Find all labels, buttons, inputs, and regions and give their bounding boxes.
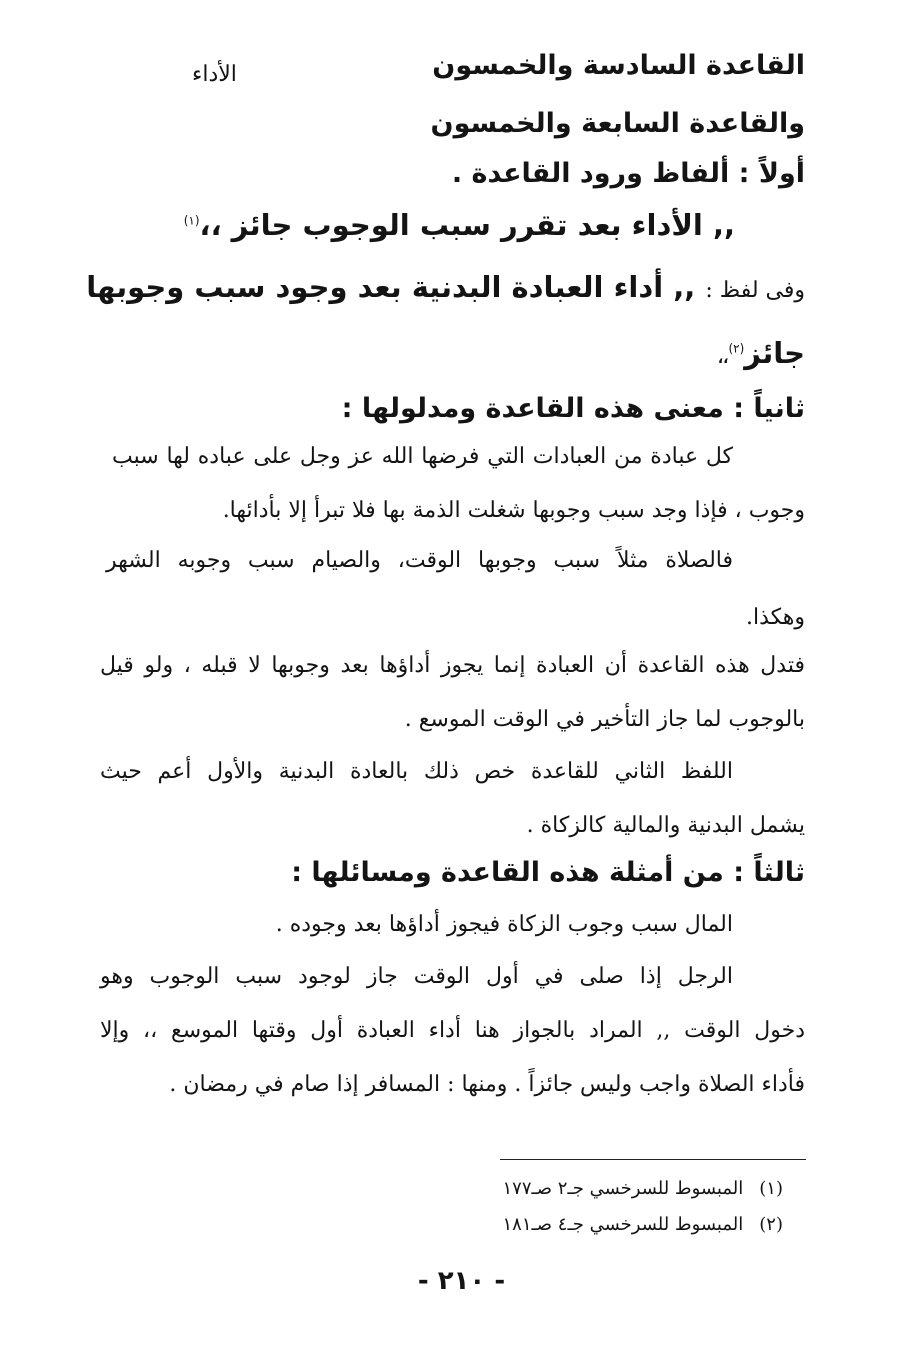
paragraph-4-line-2: يشمل البدنية والمالية كالزكاة . bbox=[526, 813, 805, 838]
closing-quote-mark: ،، bbox=[717, 351, 729, 367]
rule-statement bbox=[96, 208, 735, 242]
alt-wording-line-1 bbox=[86, 270, 805, 304]
section-2-heading: ثانياً : معنى هذه القاعدة ومدلولها : bbox=[341, 393, 805, 424]
example-1-line-1: المال سبب وجوب الزكاة فيجوز أداؤها بعد وجوده . bbox=[275, 912, 733, 937]
footnote-2-text: المبسوط للسرخسي جـ٤ صـ١٨١ bbox=[502, 1214, 744, 1235]
paragraph-1-line-2: وجوب ، فإذا وجد سبب وجوبها شغلت الذمة بها فلا تبرأ إلا بأدائها. bbox=[222, 498, 805, 523]
page-number: - ٢١٠ - bbox=[417, 1266, 506, 1296]
rule-text: ,, الأداء بعد تقرر سبب الوجوب جائز ،، bbox=[199, 208, 735, 242]
alt-wording-end-word: جائز bbox=[744, 336, 805, 370]
paragraph-3-line-2: بالوجوب لما جاز التأخير في الوقت الموسع . bbox=[404, 707, 805, 732]
example-2-line-3: فأداء الصلاة واجب وليس جائزاً . ومنها : المسافر إذا صام في رمضان . bbox=[169, 1072, 805, 1097]
footnote-separator bbox=[500, 1159, 806, 1160]
running-head: الأداء bbox=[192, 62, 237, 87]
footnote-1 bbox=[503, 1178, 784, 1199]
example-2-line-1: الرجل إذا صلى في أول الوقت جاز لوجود سبب الوجوب وهو bbox=[100, 964, 733, 989]
title-line-2: والقاعدة السابعة والخمسون bbox=[430, 108, 805, 139]
alt-wording-line-2 bbox=[96, 336, 805, 370]
section-3-heading: ثالثاً : من أمثلة هذه القاعدة ومسائلها : bbox=[291, 857, 805, 888]
section-1-heading: أولاً : ألفاظ ورود القاعدة . bbox=[451, 158, 805, 189]
alt-wording-prefix: وفى لفظ : bbox=[705, 278, 805, 303]
footnote-marker-1: (١) bbox=[183, 213, 200, 228]
footnote-2 bbox=[503, 1214, 784, 1235]
paragraph-4-line-1: اللفظ الثاني للقاعدة خص ذلك بالعادة البدنية والأول أعم حيث bbox=[100, 759, 733, 784]
example-2-line-2: دخول الوقت ,, المراد بالجواز هنا أداء العبادة أول وقتها الموسع ،، وإلا bbox=[100, 1018, 805, 1043]
footnote-2-number: (٢) bbox=[759, 1214, 783, 1235]
alt-wording-text: ,, أداء العبادة البدنية بعد وجود سبب وجوبها bbox=[86, 270, 696, 304]
footnote-1-text: المبسوط للسرخسي جـ٢ صـ١٧٧ bbox=[502, 1178, 744, 1199]
paragraph-2-line-1: فالصلاة مثلاً سبب وجوبها الوقت، والصيام سبب وجوبه الشهر bbox=[106, 548, 733, 573]
title-line-1: القاعدة السادسة والخمسون bbox=[432, 50, 805, 81]
paragraph-1-line-1: كل عبادة من العبادات التي فرضها الله عز وجل على عباده لها سبب bbox=[112, 444, 733, 469]
footnote-marker-2: (٢) bbox=[728, 341, 745, 356]
paragraph-2-line-2: وهكذا. bbox=[745, 605, 805, 630]
footnote-1-number: (١) bbox=[759, 1178, 783, 1199]
paragraph-3-line-1: فتدل هذه القاعدة أن العبادة إنما يجوز أداؤها بعد وجوبها لا قبله ، ولو قيل bbox=[100, 653, 805, 678]
